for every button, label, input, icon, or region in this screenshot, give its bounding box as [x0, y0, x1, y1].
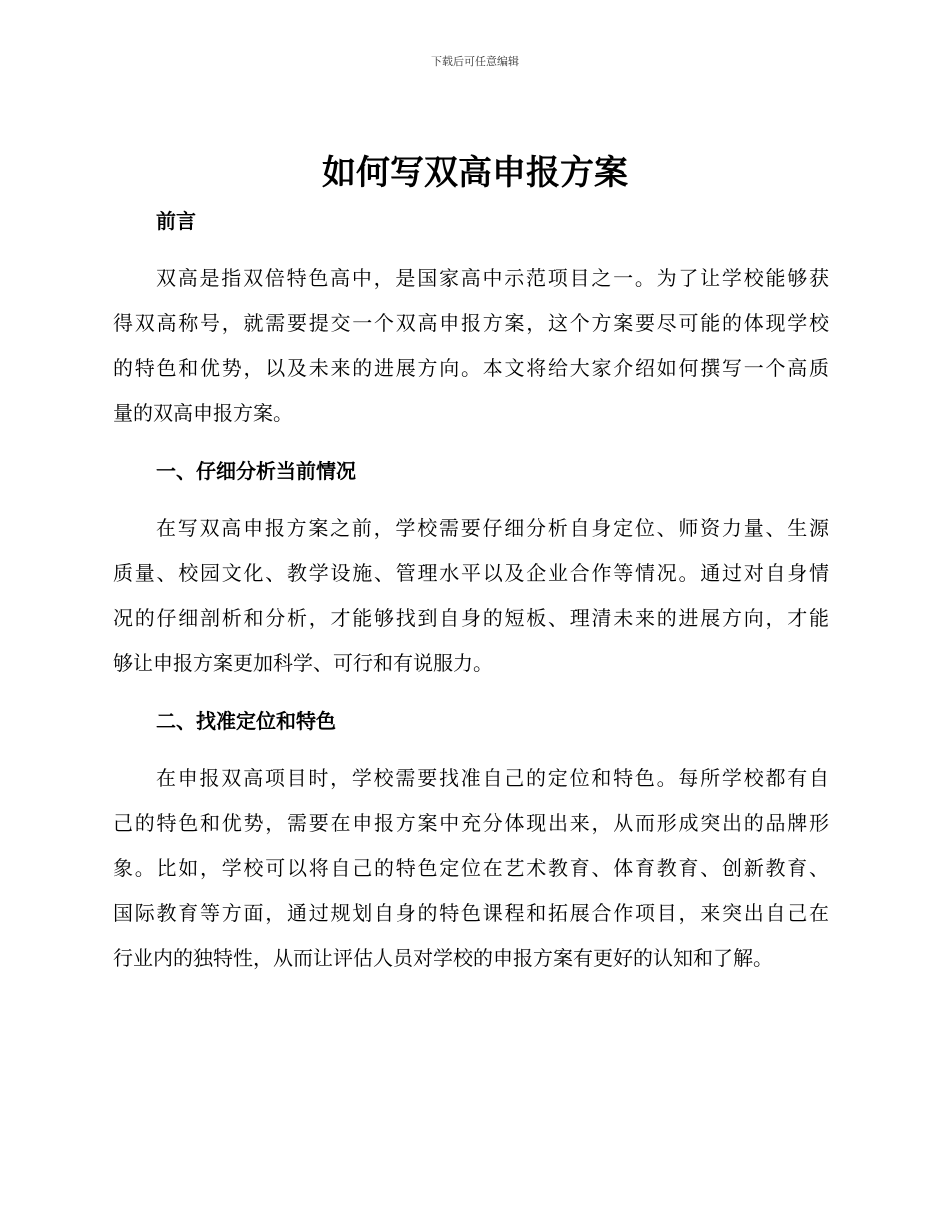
section-heading-positioning: 二、找准定位和特色: [156, 709, 336, 733]
paragraph-preface: [113, 256, 829, 436]
paragraph-line: 象。比如，学校可以将自己的特色定位在艺术教育、体育教育、创新教育、: [113, 856, 829, 880]
paragraph-analysis: [113, 506, 829, 686]
paragraph-line: 况的仔细剖析和分析，才能够找到自身的短板、理清未来的进展方向，才能: [113, 606, 829, 630]
paragraph-line: 在申报双高项目时，学校需要找准自己的定位和特色。每所学校都有自: [156, 766, 829, 790]
paragraph-line: 行业内的独特性，从而让评估人员对学校的申报方案有更好的认知和了解。: [113, 946, 773, 970]
section-heading-analysis: 一、仔细分析当前情况: [156, 459, 356, 483]
section-heading-preface: 前言: [156, 209, 196, 233]
paragraph-line: 国际教育等方面，通过规划自身的特色课程和拓展合作项目，来突出自己在: [113, 901, 829, 925]
paragraph-line: 双高是指双倍特色高中，是国家高中示范项目之一。为了让学校能够获: [156, 266, 829, 290]
paragraph-line: 量的双高申报方案。: [113, 401, 293, 425]
paragraph-line: 质量、校园文化、教学设施、管理水平以及企业合作等情况。通过对自身情: [113, 561, 829, 585]
header-note: 下载后可任意编辑: [431, 55, 519, 68]
document-title: 如何写双高申报方案: [322, 153, 628, 193]
paragraph-line: 在写双高申报方案之前，学校需要仔细分析自身定位、师资力量、生源: [156, 516, 829, 540]
paragraph-line: 的特色和优势，以及未来的进展方向。本文将给大家介绍如何撰写一个高质: [113, 356, 829, 380]
paragraph-line: 己的特色和优势，需要在申报方案中充分体现出来，从而形成突出的品牌形: [113, 811, 829, 835]
paragraph-positioning: [113, 756, 829, 981]
paragraph-line: 够让申报方案更加科学、可行和有说服力。: [113, 651, 493, 675]
paragraph-line: 得双高称号，就需要提交一个双高申报方案，这个方案要尽可能的体现学校: [113, 311, 829, 335]
